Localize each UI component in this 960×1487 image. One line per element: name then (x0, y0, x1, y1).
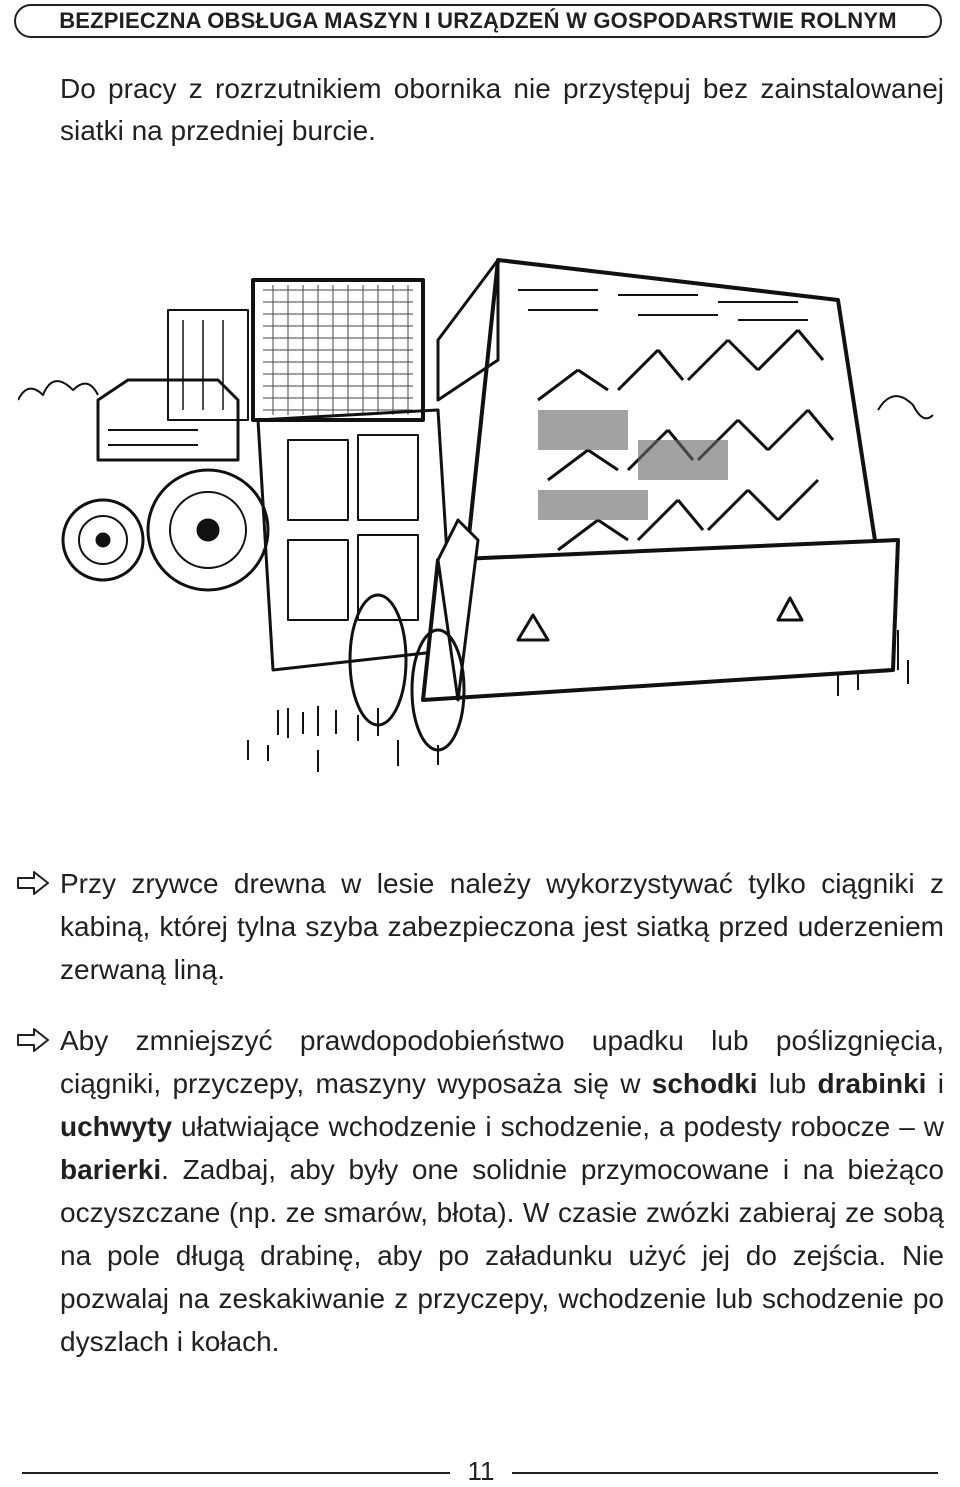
arrow-right-outline-icon (16, 870, 50, 896)
bullet-paragraph-2 (60, 1019, 944, 1363)
bullet-paragraph-1 (60, 862, 944, 991)
footer-rule-right (512, 1472, 938, 1474)
bullet-text-part: Aby zmniejszyć prawdopodobieństwo upadku lub poślizgnięcia, ciągniki, przyczepy, maszyny wyposaża się w (60, 1025, 944, 1099)
bullet-text: Przy zrywce drewna w lesie należy wykorzystywać tylko ciągniki z kabiną, której tylna szyba zabezpieczona jest siatką przed uderzeniem zerwaną liną. (60, 868, 944, 985)
bold-term-barierki: barierki (60, 1154, 162, 1185)
bullet-text-part: lub (757, 1068, 818, 1099)
bullet-text-part: . Zadbaj, aby były one solidnie przymocowane i na bieżąco oczyszczane (np. ze smarów, błota). W czasie zwózki zabieraj ze sobą na pole długą drabinę, aby po załadunku użyć jej do zejścia. Nie pozwalaj na zeskakiwanie z przyczepy, wchodzenie lub schodzenie po dyszlach i kołach. (60, 1154, 944, 1357)
arrow-right-outline-icon (16, 1027, 50, 1053)
bold-term-schodki: schodki (651, 1068, 758, 1099)
intro-paragraph: Do pracy z rozrzutnikiem obornika nie przystępuj bez zainstalowanej siatki na przedniej burcie. (60, 73, 944, 146)
bold-term-uchwyty: uchwyty (60, 1111, 173, 1142)
bullet-text-part: i (926, 1068, 944, 1099)
bullet-text-part: ułatwiające wchodzenie i schodzenie, a podesty robocze – w (172, 1111, 944, 1142)
footer-rule-left (22, 1472, 450, 1474)
header-title: BEZPIECZNA OBSŁUGA MASZYN I URZĄDZEŃ W GOSPODARSTWIE ROLNYM (59, 8, 897, 33)
page-number: 11 (467, 1456, 495, 1486)
bold-term-drabinki: drabinki (817, 1068, 927, 1099)
tractor-manure-spreader-illustration (18, 240, 938, 800)
page-header (14, 4, 942, 38)
